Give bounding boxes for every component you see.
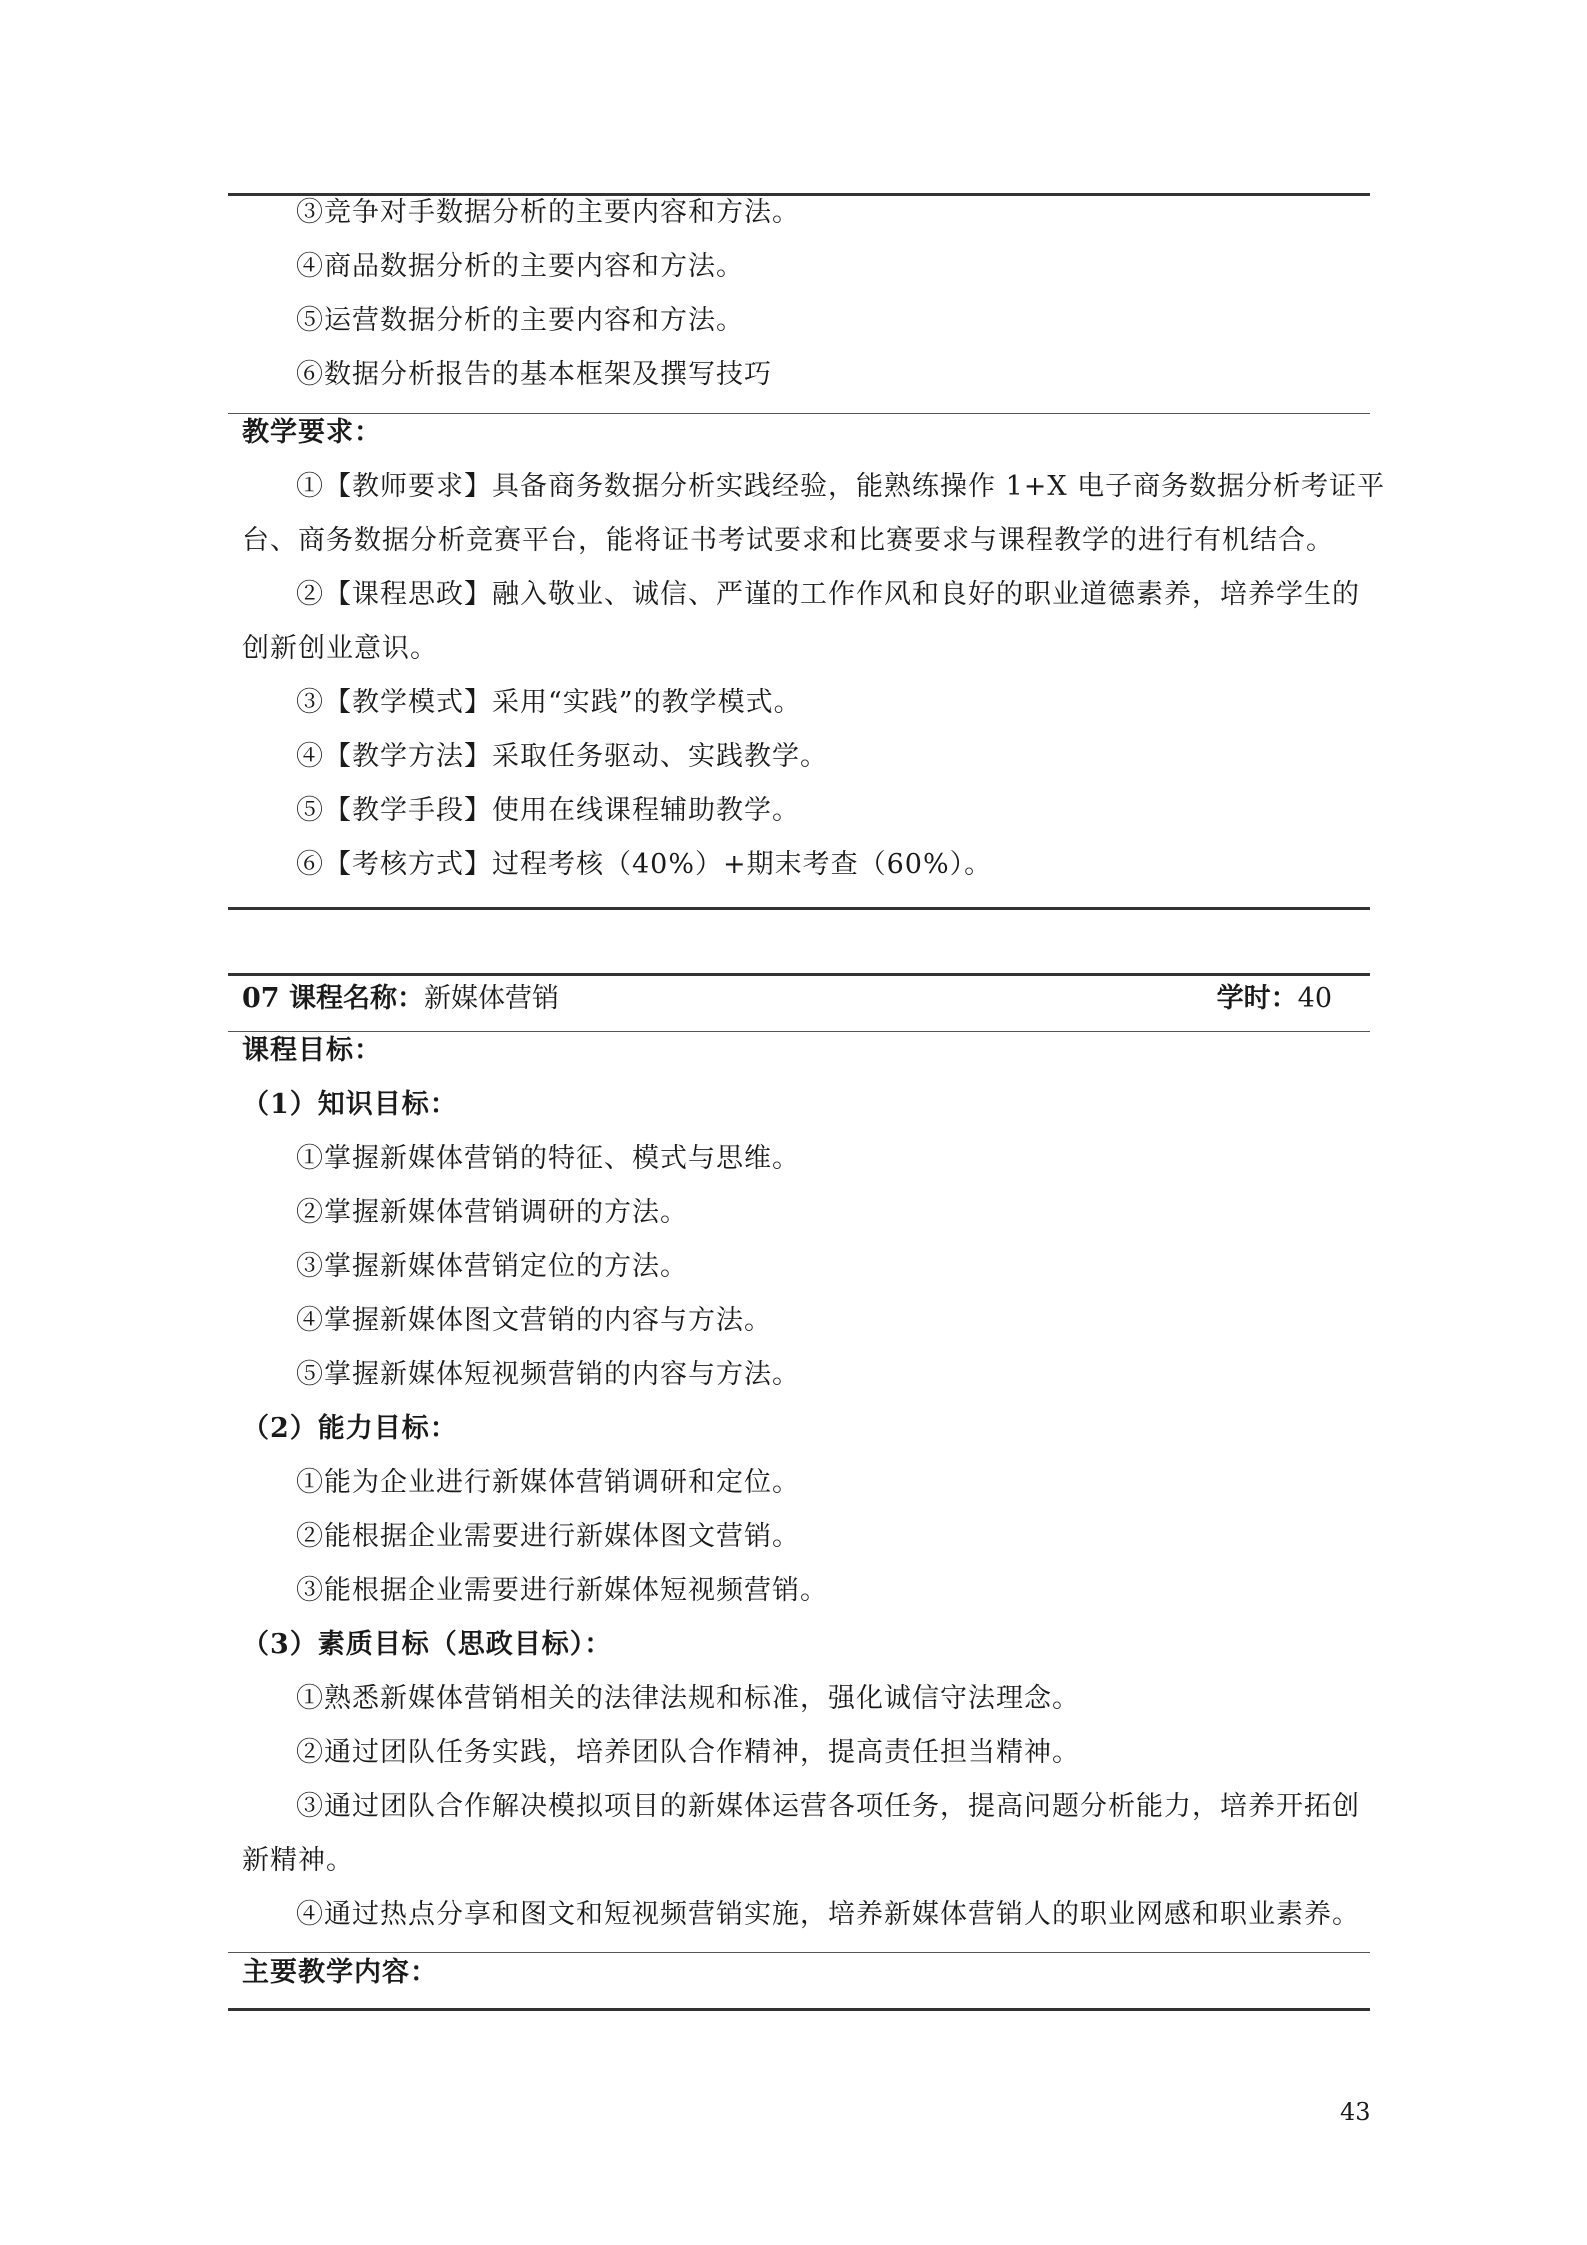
goal-item: ④通过热点分享和图文和短视频营销实施，培养新媒体营销人的职业网感和职业素养。 — [296, 1899, 1360, 1930]
content-item: ④商品数据分析的主要内容和方法。 — [296, 251, 744, 282]
course-goal-heading: 课程目标： — [242, 1035, 382, 1066]
requirement-line: ⑤【教学手段】使用在线课程辅助教学。 — [296, 795, 800, 826]
table-top-rule — [228, 973, 1370, 976]
goal-item: ③掌握新媒体营销定位的方法。 — [296, 1251, 688, 1282]
content-item: ⑤运营数据分析的主要内容和方法。 — [296, 305, 744, 336]
goal-item: ⑤掌握新媒体短视频营销的内容与方法。 — [296, 1359, 800, 1390]
goal-item: ③能根据企业需要进行新媒体短视频营销。 — [296, 1575, 828, 1606]
course-name-value: 新媒体营销 — [423, 983, 559, 1014]
course-header-row — [242, 977, 1332, 1021]
requirement-line: ④【教学方法】采取任务驱动、实践教学。 — [296, 741, 828, 772]
requirement-line: ①【教师要求】具备商务数据分析实践经验，能熟练操作 1+X 电子商务数据分析考证平 — [296, 471, 1386, 502]
goal-item: ②能根据企业需要进行新媒体图文营销。 — [296, 1521, 800, 1552]
teaching-requirements-heading: 教学要求： — [242, 417, 382, 448]
course-name-label: 07 课程名称： — [242, 983, 424, 1014]
goal-item: ④掌握新媒体图文营销的内容与方法。 — [296, 1305, 772, 1336]
goal-item: ②通过团队任务实践，培养团队合作精神，提高责任担当精神。 — [296, 1737, 1080, 1768]
row-divider — [228, 1952, 1370, 1953]
table-bottom-rule — [228, 2008, 1370, 2011]
requirement-line: ③【教学模式】采用“实践”的教学模式。 — [296, 687, 802, 718]
knowledge-goal-heading: （1）知识目标： — [242, 1089, 458, 1120]
table-bottom-rule — [228, 907, 1370, 910]
goal-item: 新精神。 — [242, 1845, 354, 1876]
goal-item: ①熟悉新媒体营销相关的法律法规和标准，强化诚信守法理念。 — [296, 1683, 1080, 1714]
requirement-line: 台、商务数据分析竞赛平台，能将证书考试要求和比赛要求与课程教学的进行有机结合。 — [242, 525, 1334, 556]
quality-goal-heading: （3）素质目标（思政目标）： — [242, 1629, 613, 1660]
row-divider — [228, 1031, 1370, 1032]
content-item: ⑥数据分析报告的基本框架及撰写技巧 — [296, 359, 772, 390]
main-content-heading: 主要教学内容： — [242, 1957, 438, 1988]
ability-goal-heading: （2）能力目标： — [242, 1413, 458, 1444]
goal-item: ②掌握新媒体营销调研的方法。 — [296, 1197, 688, 1228]
goal-item: ③通过团队合作解决模拟项目的新媒体运营各项任务，提高问题分析能力，培养开拓创 — [296, 1791, 1360, 1822]
course-hours — [1217, 977, 1332, 1021]
row-divider — [228, 413, 1370, 414]
hours-label: 学时： — [1216, 983, 1298, 1014]
goal-item: ①掌握新媒体营销的特征、模式与思维。 — [296, 1143, 800, 1174]
page-number: 43 — [1340, 2098, 1371, 2126]
hours-value: 40 — [1297, 983, 1332, 1014]
content-item: ③竞争对手数据分析的主要内容和方法。 — [296, 197, 800, 228]
goal-item: ①能为企业进行新媒体营销调研和定位。 — [296, 1467, 800, 1498]
requirement-line: 创新创业意识。 — [242, 633, 438, 664]
requirement-line: ⑥【考核方式】过程考核（40%）+期末考查（60%）。 — [296, 849, 993, 880]
requirement-line: ②【课程思政】融入敬业、诚信、严谨的工作作风和良好的职业道德素养，培养学生的 — [296, 579, 1360, 610]
